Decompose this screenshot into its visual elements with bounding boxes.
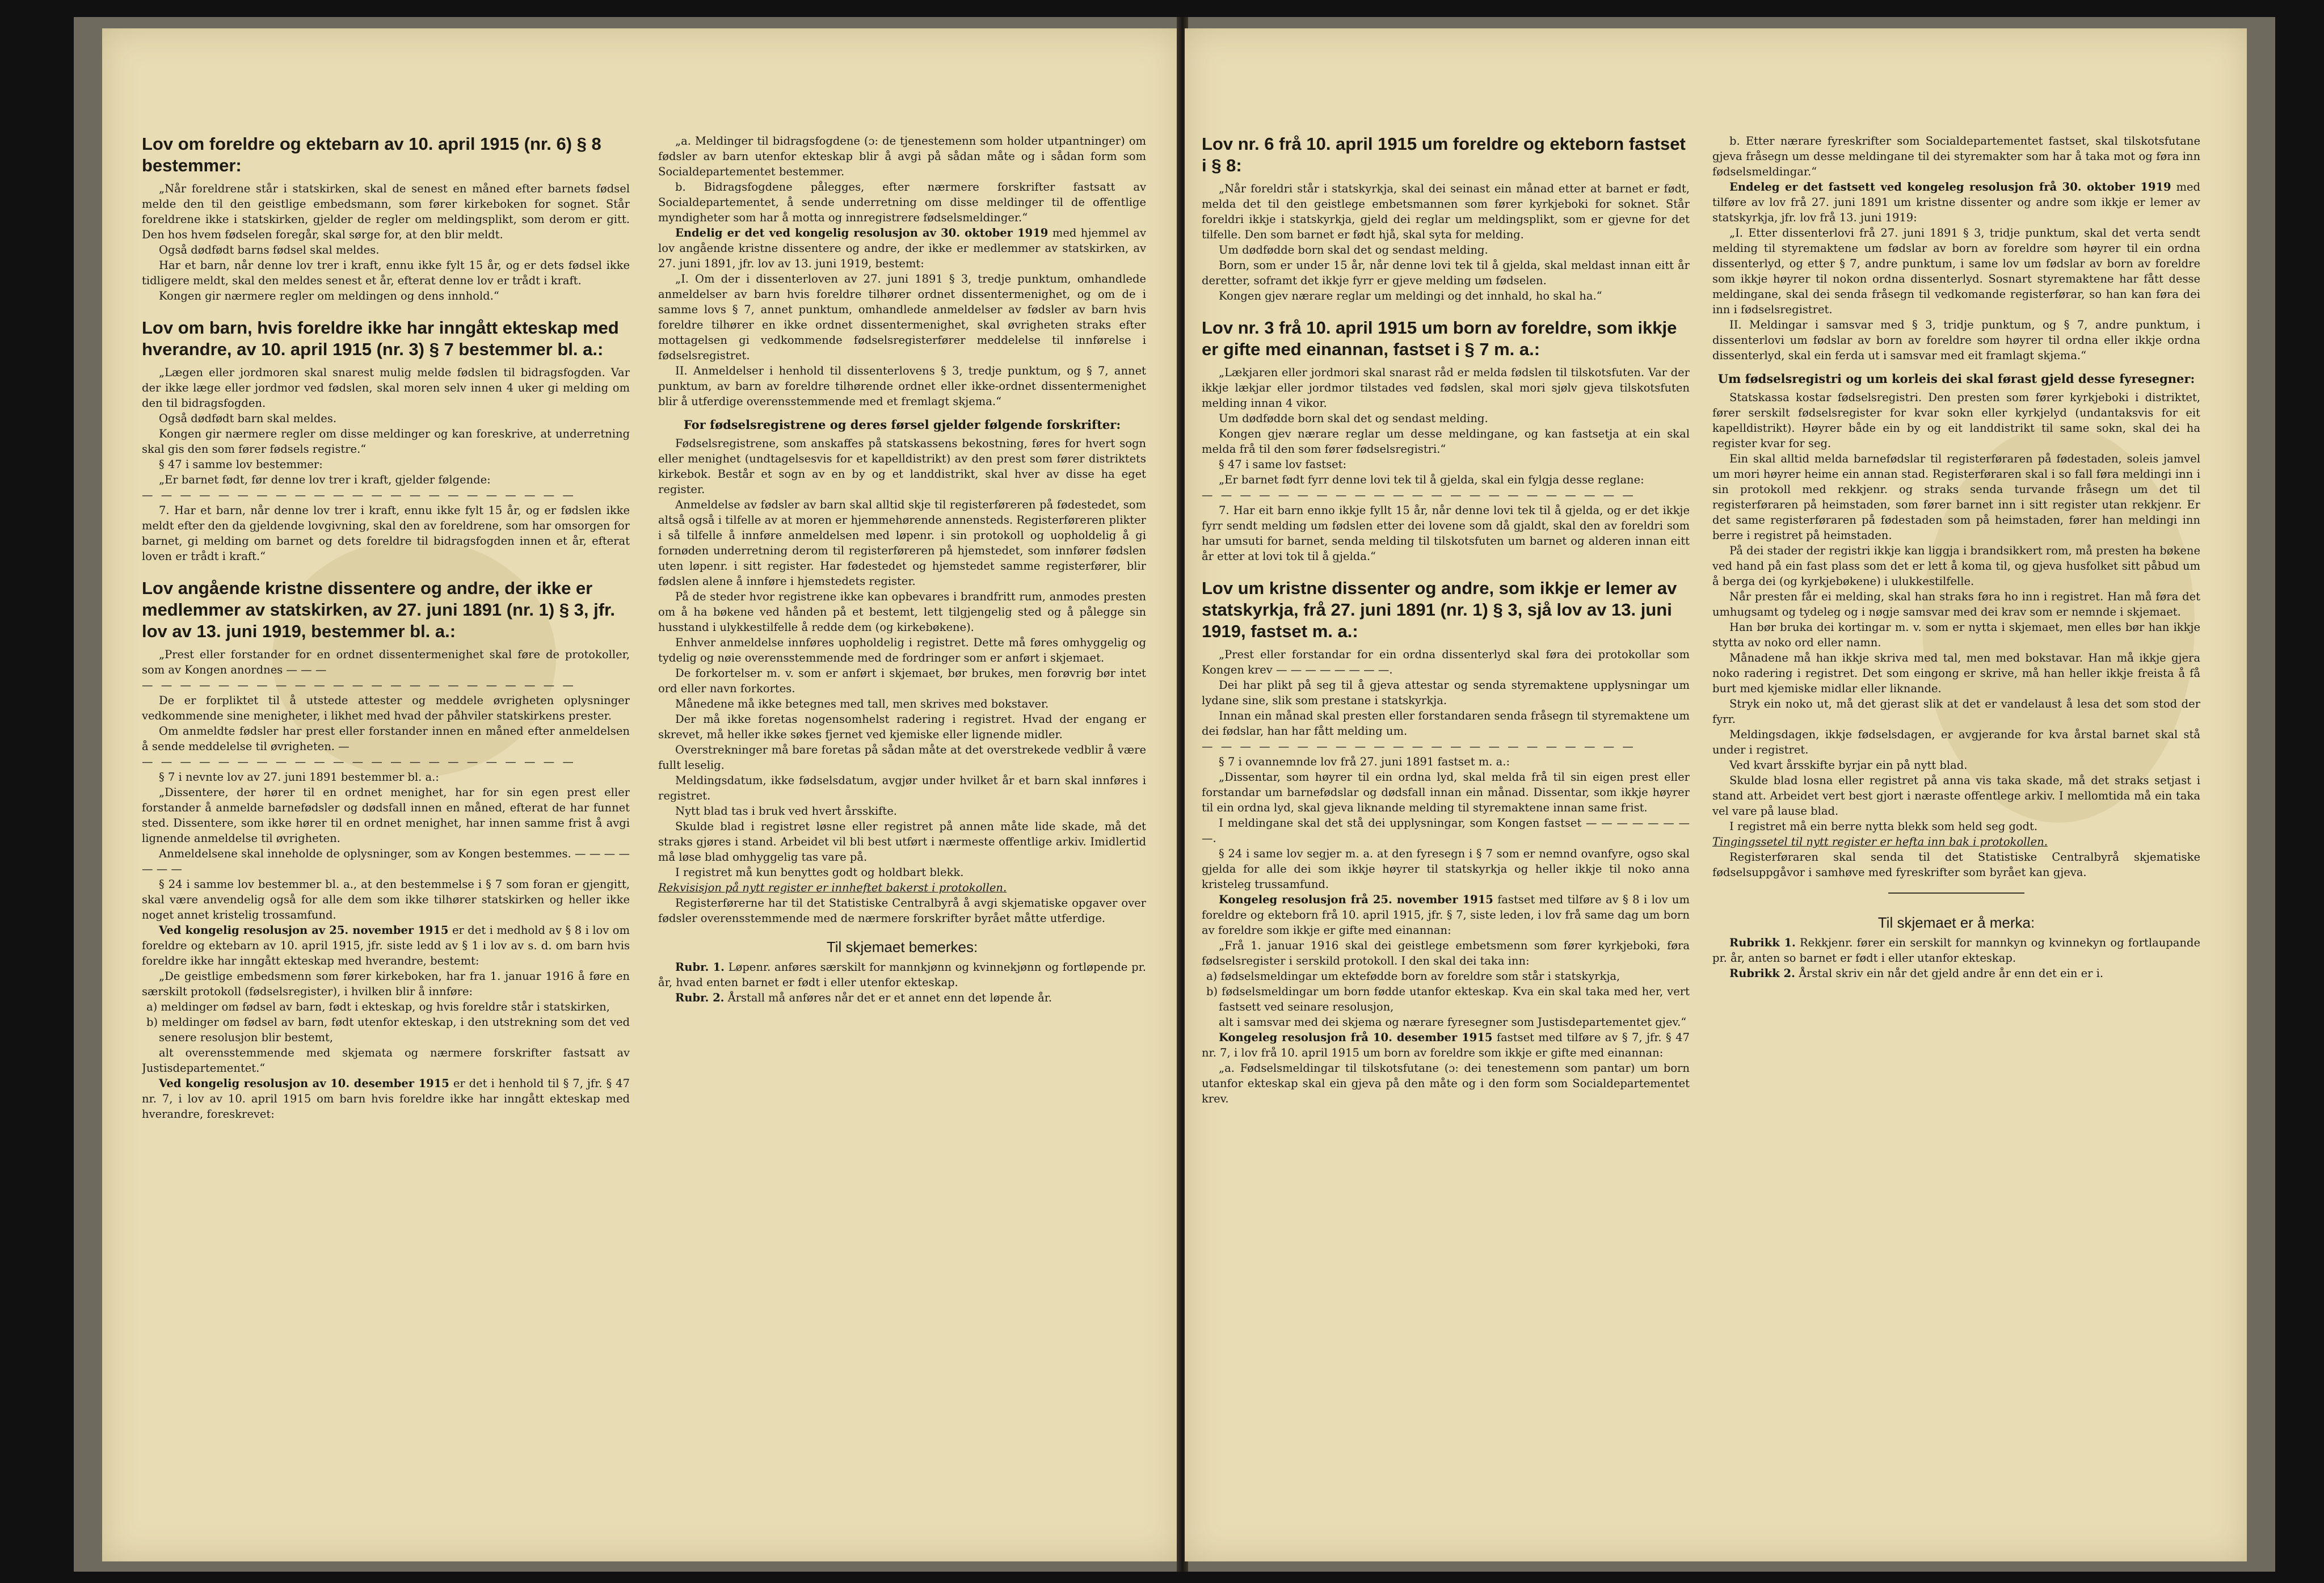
left-page-column-2: [658, 133, 1146, 1522]
paragraph: I registret må ein berre nytta blekk som held seg godt.: [1729, 820, 2038, 833]
paragraph: Skulde blad i registret løsne eller registret på annen måte lide skade, må det straks gjøres i stand. Arbeidet vil bli best utført i nærmeste offentlige arkiv. Imidlertid må løse blad omhyggelig tas vare på.: [658, 820, 1146, 864]
ellipsis-dashes: — — — — — — — — — — — — — — — — — — — — — — —: [142, 755, 576, 768]
section-heading: Lov nr. 6 frå 10. april 1915 um foreldre og ekteborn fastset i § 8:: [1202, 134, 1686, 175]
paragraph: Um dødfødde born skal det og sendast melding.: [1219, 243, 1488, 256]
paragraph-text: med hjemmel av lov angående kristne dissentere og andre, der ikke er medlemmer av statskirken, av 27. juni 1891, jfr. lov av 13. juni 1919, bestemt:: [658, 226, 1146, 270]
paragraph-bold-lead: Rubr. 2.: [675, 991, 725, 1004]
paragraph: Månadene må han ikkje skriva med tal, men med bokstavar. Han må ikkje gjera noko radering i registret. Det som eingong er skrive, må han heller ikkje freista å få burt med kjemiske midlar eller liknande.: [1712, 651, 2200, 695]
paragraph: „Når foreldri står i statskyrkja, skal dei seinast ein månad etter at barnet er født, melda det til den geistlege embetsmannen som fører kyrkjeboki for soknet. Står foreldri ikkje i statskyrkja, gjeld dei reglar um meldingsplikt, som er gjevne for det tilfelle. Den som barnet er født hjå, skal syta for melding.: [1202, 182, 1690, 241]
paragraph: b. Etter nærare fyreskrifter som Socialdepartementet fastset, skal tilskotsfutane gjeva fråsegn um desse meldingane til dei styremakter som har å taka mot og føra inn fødselsmeldingar.“: [1712, 134, 2200, 178]
paragraph: Ein skal alltid melda barnefødslar til registerføraren på fødestaden, soleis jamvel um mori høyrer heime ein annan stad. Registerføraren skal i so fall føra meldingi inn i sin protokoll med rekkjenr. og straks senda turvande fråsegn um det til registerføraren på heimstaden, som fører barnet inn i sitt register utan rekkjenr. Er det same registerføraren på fødestaden som på heimstaden, fører han meldingi inn berre i registret på heimstaden.: [1712, 452, 2200, 542]
section-heading: Lov um kristne dissenter og andre, som ikkje er lemer av statskyrkja, frå 27. juni 1891 (nr. 1) § 3, sjå lov av 13. juni 1919, fastset m. a.:: [1202, 578, 1677, 641]
divider: [1888, 892, 2024, 894]
paragraph: 7. Har eit barn enno ikkje fyllt 15 år, når denne lovi tek til å gjelda, og er det ikkje fyrr sendt melding um fødslen etter dei lovene som då gjaldt, skal den av foreldri som har umsuti for barnet, senda melding til tilskotsfuten um barnet og alderen innan eitt år etter at lovi tok til å gjelda.“: [1202, 504, 1690, 563]
paragraph: På de steder hvor registrene ikke kan opbevares i brandfritt rum, anmodes presten om å ha bøkene ved hånden på et bestemt, lett tilgjengelig sted og å pålegge sin husstand i ulykkestilfelle å redde dem (og kirkebøkene).: [658, 590, 1146, 634]
paragraph: 7. Har et barn, når denne lov trer i kraft, ennu ikke fylt 15 år, og er fødslen ikke meldt efter den da gjeldende lovgivning, skal den av foreldrene, som har omsorgen for barnet, gi melding om barnet og dets foreldre til bidragsfogden innen et år, efterat loven er trådt i kraft.“: [142, 504, 630, 563]
paragraph: Kongen gir nærmere regler om meldingen og dens innhold.“: [159, 289, 499, 302]
paragraph: § 24 i samme lov bestemmer bl. a., at den bestemmelse i § 7 som foran er gjengitt, skal være anvendelig også for alle dem som ikke tilhører statskirken og heller ikke noget annet kristelig trossamfund.: [142, 878, 630, 921]
book-spread: [74, 17, 2275, 1572]
paragraph: § 7 i ovannemnde lov frå 27. juni 1891 fastset m. a.:: [1219, 755, 1510, 768]
paragraph-bold-lead: Kongeleg resolusjon frå 25. november 1915: [1219, 893, 1493, 906]
paragraph: Når presten får ei melding, skal han straks føra ho inn i registret. Han må føra det umhugsamt og tydeleg og i nøgje samsvar med dei krav som er nemnde i skjemaet.: [1712, 590, 2200, 618]
paragraph: [1202, 892, 1690, 938]
paragraph: „Lækjaren eller jordmori skal snarast råd er melda fødslen til tilskotsfuten. Var der ikkje lækjar eller jordmor tilstades ved fødslen, skal mori sjølv gjeva tilskotsfuten melding innan 4 vikor.: [1202, 366, 1690, 410]
list-item: a) meldinger om fødsel av barn, født i ekteskap, og hvis foreldre står i statskirken,: [146, 1000, 610, 1013]
paragraph: „Når foreldrene står i statskirken, skal de senest en måned efter barnets fødsel melde den til den geistlige embedsmann, som fører kirkeboken for sognet. Står foreldrene ikke i statskirken, gjelder de regler om meldingsplikt, som derom er gitt. Den hos hvem fødselen foregår, skal sørge for, at den blir meldt.: [142, 182, 630, 241]
paragraph-bold-lead: Endelig er det ved kongelig resolusjon av 30. oktober 1919: [675, 226, 1049, 239]
list-item: b) fødselsmeldingar um born fødde utanfor ekteskap. Kva ein skal taka med her, vert fastsett ved seinare resolusjon,: [1206, 985, 1690, 1013]
underlined-note: Rekvisisjon på nytt register er innheftet bakerst i protokollen.: [658, 881, 1007, 894]
paragraph: „I. Etter dissenterlovi frå 27. juni 1891 § 3, tridje punktum, skal det verta sendt melding til styremaktene um fødslar av born av foreldre som høyrer til ein ordna dissenterlyd, og etter § 7, andre punktum, i same lov um fødslar av born av foreldre som ikkje høyrer til nokon ordna dissenterlyd. Sosnart styremaktene har fått desse meldingane, skal dei senda fråsegn til vedkomande registerførar, so han kan føra dei inn i fødselsregistret.: [1712, 226, 2200, 316]
paragraph: [658, 990, 1146, 1005]
paragraph-bold-lead: Rubrikk 2.: [1729, 967, 1795, 980]
paragraph-text: med tilføre av lov frå 27. juni 1891 um kristne dissenter og andre som ikkje er lemer av statskyrkja, jfr. lov frå 13. juni 1919:: [1712, 180, 2200, 224]
list-item: b) meldinger om fødsel av barn, født utenfor ekteskap, i den utstrekning som det ved senere resolusjon blir bestemt,: [146, 1016, 630, 1044]
paragraph: „De geistlige embedsmenn som fører kirkeboken, har fra 1. januar 1916 å føre en særskilt protokoll (fødselsregister), i hvilken blir å innføre:: [142, 970, 630, 998]
paragraph: Registerføraren skal senda til det Statistiske Centralbyrå skjematiske fødselsuppgåvor i samhøve med fyreskrifter som byrået kan gjeva.: [1712, 851, 2200, 879]
paragraph: Registerførerne har til det Statistiske Centralbyrå å avgi skjematiske opgaver over fødsler overensstemmende med de nærmere forskrifter byrået måtte utferdige.: [658, 896, 1146, 925]
paragraph-bold-lead: Ved kongelig resolusjon av 25. november 1915: [159, 924, 449, 937]
paragraph: Stryk ein noko ut, må det gjerast slik at det er vandelaust å lesa det som stod der fyrr.: [1712, 697, 2200, 726]
paragraph: Enhver anmeldelse innføres uopholdelig i registret. Dette må føres omhyggelig og tydelig og nøie overensstemmende med de fordringer som er anført i skjemaet.: [658, 636, 1146, 664]
paragraph: „a. Meldinger til bidragsfogdene (ɔ: de tjenestemenn som holder utpantninger) om fødsler av barn utenfor ekteskap blir å avgi på sådan måte og i sådan form som Socialdepartementet bestemmer.: [658, 134, 1146, 178]
paragraph-bold-lead: Endeleg er det fastsett ved kongeleg resolusjon frå 30. oktober 1919: [1729, 180, 2171, 193]
section-heading: Lov om barn, hvis foreldre ikke har inngått ekteskap med hverandre, av 10. april 1915 (nr. 3) § 7 bestemmer bl. a.:: [142, 318, 619, 359]
paragraph: Ved kvart årsskifte byrjar ein på nytt blad.: [1729, 759, 1968, 772]
subsection-heading: For fødselsregistrene og deres førsel gjelder følgende forskrifter:: [683, 418, 1121, 432]
paragraph: Kongen gjev nærare reglar um meldingi og det innhald, ho skal ha.“: [1219, 289, 1602, 302]
paragraph: Statskassa kostar fødselsregistri. Den presten som fører kyrkjeboki i distriktet, fører serskilt fødselsregister for kvar sokn eller kyrkjelyd (undantaksvis for eit kapelldistrikt). Høyrer både ein by og eit landdistrikt til same sokn, skal dei ha register kvar for seg.: [1712, 391, 2200, 450]
paragraph: § 47 i same lov fastset:: [1219, 458, 1347, 471]
paragraph: b. Bidragsfogdene pålegges, efter nærmere forskrifter fastsatt av Socialdepartementet, å sende underretning om disse meldinger til de offentlige myndigheter som har å motta og innregistrere fødselsmeldinger.“: [658, 180, 1146, 224]
ellipsis-dashes: — — — — — — — — — — — — — — — — — — — — — — —: [142, 489, 576, 502]
paragraph: „Frå 1. januar 1916 skal dei geistlege embetsmenn som fører kyrkjeboki, føra fødselsregister i serskild protokoll. I den skal dei taka inn:: [1202, 939, 1690, 967]
section-heading: Lov nr. 3 frå 10. april 1915 um born av foreldre, som ikkje er gifte med einannan, fastset i § 7 m. a.:: [1202, 318, 1677, 359]
left-page: [102, 28, 1182, 1561]
paragraph: „Lægen eller jordmoren skal snarest mulig melde fødslen til bidragsfogden. Var der ikke læge eller jordmor ved fødslen, skal moren selv innen 4 uker gi melding om den til bidragsfogden.: [142, 366, 630, 410]
section-heading: Lov om foreldre og ektebarn av 10. april 1915 (nr. 6) § 8 bestemmer:: [142, 134, 601, 175]
ellipsis-dashes: — — — — — — — — — — — — — — — — — — — — — — —: [1202, 489, 1636, 502]
paragraph: Også dødfødt barns fødsel skal meldes.: [159, 243, 380, 256]
paragraph: Overstrekninger må bare foretas på sådan måte at det overstrekede vedblir å være fullt leselig.: [658, 743, 1146, 772]
paragraph-text: Rekkjenr. fører ein serskilt for mannkyn og kvinnekyn og fortlaupande pr. år, anten so barnet er født i eller utanfor ekteskap.: [1712, 936, 2200, 965]
paragraph: Anmeldelse av fødsler av barn skal alltid skje til registerføreren på fødestedet, som altså også i tilfelle av at moren er hjemmehørende annensteds. Registerføreren plikter i så tilfelle å innføre anmeldelsen med løpenr. i sin protokoll og uopholdelig å gi fornøden underretning derom til registerføreren på hjemstedet, som innfører fødslen uten løpenr. i sitt register. Har fødestedet og hjemstedet samme registerfører, blir fødslen alene å innføre i hjemstedets register.: [658, 498, 1146, 588]
paragraph: alt overensstemmende med skjemata og nærmere forskrifter fastsatt av Justisdepartementet.“: [142, 1046, 630, 1075]
subsection-heading: Um fødselsregistri og um korleis dei skal førast gjeld desse fyresegner:: [1717, 372, 2195, 386]
paragraph: De er forpliktet til å utstede attester og meddele øvrigheten oplysninger vedkommende sine menigheter, i likhet med hvad der påhviler statskirkens prester.: [142, 694, 630, 722]
paragraph: § 7 i nevnte lov av 27. juni 1891 bestemmer bl. a.:: [159, 771, 439, 784]
paragraph: Anmeldelsene skal inneholde de oplysninger, som av Kongen bestemmes. — — — — — — —: [142, 847, 630, 875]
paragraph: [1712, 179, 2200, 225]
paragraph: Um dødfødde born skal det og sendast melding.: [1219, 412, 1488, 425]
paragraph-bold-lead: Ved kongelig resolusjon av 10. desember 1915: [159, 1077, 449, 1090]
paragraph: [658, 225, 1146, 271]
right-page-column-1: [1202, 133, 1690, 1522]
paragraph: „Prest eller forstandar for ein ordna dissenterlyd skal føra dei protokollar som Kongen krev — — — — — — — —.: [1202, 648, 1690, 676]
paragraph-text: Årstal skriv ein når det gjeld andre år enn det ein er i.: [1795, 967, 2104, 980]
paragraph-text: Løpenr. anføres særskilt for mannkjønn og kvinnekjønn og fortløpende pr. år, hvad enten barnet er født i eller utenfor ekteskap.: [658, 961, 1146, 989]
paragraph: § 47 i samme lov bestemmer:: [159, 458, 323, 471]
section-heading: Lov angående kristne dissentere og andre, der ikke er medlemmer av statskirken, av 27. juni 1891 (nr. 1) § 3, jfr. lov av 13. juni 1919, bestemmer bl. a.:: [142, 578, 615, 641]
paragraph: II. Meldingar i samsvar med § 3, tridje punktum, og § 7, andre punktum, i dissenterlovi um fødslar av born av foreldre som høyrer til ordna eller ikkje ordna dissenterlyd, skal ein ferda ut i samsvar med eit framlagt skjema.“: [1712, 318, 2200, 362]
ellipsis-dashes: — — — — — — — — — — — — — — — — — — — — — — —: [1202, 740, 1636, 753]
paragraph: „Dissentar, som høyrer til ein ordna lyd, skal melda frå til sin eigen prest eller forstandar um barnefødslar og dødsfall innan ein månad. Dissentar, som ikkje høyrer til ein ordna lyd, skal gjeva liknande melding til styremaktene innan same frist.: [1202, 771, 1690, 814]
paragraph: [658, 959, 1146, 990]
left-page-column-1: [142, 133, 630, 1522]
paragraph-bold-lead: Rubr. 1.: [675, 961, 725, 974]
paragraph: [142, 1076, 630, 1122]
paragraph: [1712, 935, 2200, 966]
paragraph: Dei har plikt på seg til å gjeva attestar og senda styremaktene upplysningar um lydane sine, slik som prestane i statskyrkja.: [1202, 679, 1690, 707]
paragraph: Skulde blad losna eller registret på anna vis taka skade, må det straks setjast i stand att. Arbeidet vert best gjort i næraste offentlege arkiv. I mellomtida må ein taka vel vare på lause blad.: [1712, 774, 2200, 818]
paragraph: „Er barnet født, før denne lov trer i kraft, gjelder følgende:: [159, 473, 491, 486]
paragraph: Innan ein månad skal presten eller forstandaren senda fråsegn til styremaktene um dei fødslar, han har fått melding um.: [1202, 709, 1690, 738]
paragraph-text: fastset med tilføre av § 7, jfr. § 47 nr. 7, i lov frå 10. april 1915 um born av foreldre som ikkje er gifte med einannan:: [1202, 1031, 1690, 1059]
paragraph: „Dissentere, der hører til en ordnet menighet, har for sin egen prest eller forstander å anmelde barnefødsler og dødsfall innen en måned, efterat de har funnet sted. Dissentere, som ikke hører til en ordnet menighet, har innen samme frist å avgi lignende anmeldelse til øvrigheten.: [142, 786, 630, 845]
remarks-heading: Til skjemaet bemerkes:: [826, 938, 978, 955]
paragraph: Fødselsregistrene, som anskaffes på statskassens bekostning, føres for hvert sogn eller menighet (undtagelsesvis for et kapelldistrikt) av den prest som fører distriktets kirkebok. Består et sogn av en by og et landdistrikt, skal hver av disse ha eget register.: [658, 437, 1146, 496]
paragraph-text: er det i medhold av § 8 i lov om foreldre og ektebarn av 10. april 1915, jfr. siste ledd av § 1 i lov av s. d. om barn hvis foreldre ikke har inngått ekteskap med hverandre, bestemt:: [142, 924, 630, 967]
paragraph: Meldingsdagen, ikkje fødselsdagen, er avgjerande for kva årstal barnet skal stå under i registret.: [1712, 728, 2200, 756]
paragraph: I registret må kun benyttes godt og holdbart blekk.: [675, 866, 964, 879]
paragraph: Også dødfødt barn skal meldes.: [159, 412, 337, 425]
paragraph: alt i samsvar med dei skjema og nærare fyresegner som Justisdepartementet gjev.“: [1219, 1016, 1687, 1029]
list-item: a) fødselsmeldingar um ektefødde born av foreldre som står i statskyrkja,: [1206, 970, 1620, 983]
paragraph: De forkortelser m. v. som er anført i skjemaet, bør brukes, men forøvrig bør intet ord eller navn forkortes.: [658, 667, 1146, 695]
paragraph: „a. Fødselsmeldingar til tilskotsfutane (ɔ: dei tenestemenn som pantar) um born utanfor ekteskap skal ein gjeva på den måte og i den form som Socialdepartementet krev.: [1202, 1062, 1690, 1105]
paragraph: Om anmeldte fødsler har prest eller forstander innen en måned efter anmeldelsen å sende meddelelse til øvrigheten. —: [142, 725, 630, 753]
paragraph: II. Anmeldelser i henhold til dissenterlovens § 3, tredje punktum, og § 7, annet punktum, av barn av foreldre tilhørende ordnet eller ikke-ordnet dissentermenighet blir å utferdige overensstemmende med et fremlagt skjema.“: [658, 364, 1146, 408]
paragraph: § 24 i same lov segjer m. a. at den fyresegn i § 7 som er nemnd ovanfyre, ogso skal gjelda for alle dei som ikkje høyrer til statskyrkja og heller ikkje til noko anna kristeleg trussamfund.: [1202, 847, 1690, 891]
right-page: [1185, 28, 2247, 1561]
paragraph-text: er det i henhold til § 7, jfr. § 47 nr. 7, i lov av 10. april 1915 om barn hvis foreldre ikke har inngått ekteskap med hverandre, foreskrevet:: [142, 1077, 630, 1121]
paragraph: „Prest eller forstander for en ordnet dissentermenighet skal føre de protokoller, som av Kongen anordnes — — —: [142, 648, 630, 676]
paragraph: Meldingsdatum, ikke fødselsdatum, avgjør under hvilket år et barn skal innføres i registret.: [658, 774, 1146, 802]
paragraph-bold-lead: Rubrikk 1.: [1729, 936, 1796, 949]
paragraph: Born, som er under 15 år, når denne lovi tek til å gjelda, skal meldast innan eitt år deretter, soframt det ikkje fyrr er gjeve melding um fødselen.: [1202, 259, 1690, 287]
paragraph: I meldingane skal det stå dei upplysningar, som Kongen fastset — — — — — — — —.: [1202, 816, 1690, 845]
paragraph: [1202, 1030, 1690, 1060]
paragraph-text: fastset med tilføre av § 8 i lov um foreldre og ekteborn frå 10. april 1915, jfr. § 7, siste leden, i lov frå same dag um born av foreldre som ikkje er gifte med einannan:: [1202, 893, 1690, 937]
paragraph: Har et barn, når denne lov trer i kraft, ennu ikke fylt 15 år, og er dets fødsel ikke tidligere meldt, skal den meldes senest et år, efterat denne lov er trådt i kraft.: [142, 259, 630, 287]
paragraph: [1712, 966, 2200, 981]
paragraph: Han bør bruka dei kortingar m. v. som er nytta i skjemaet, men elles bør han ikkje stytta av noko ord eller namn.: [1712, 621, 2200, 649]
right-page-column-2: [1712, 133, 2200, 1522]
remarks-heading: Til skjemaet er å merka:: [1877, 914, 2035, 931]
paragraph: „Er barnet født fyrr denne lovi tek til å gjelda, skal ein fylgja desse reglane:: [1219, 473, 1644, 486]
ellipsis-dashes: — — — — — — — — — — — — — — — — — — — — — — —: [142, 679, 576, 692]
paragraph: [142, 923, 630, 969]
paragraph-bold-lead: Kongeleg resolusjon frå 10. desember 1915: [1219, 1031, 1493, 1044]
paragraph: „I. Om der i dissenterloven av 27. juni 1891 § 3, tredje punktum, omhandlede anmeldelser av barn hvis foreldre tilhører ordnet dissentermenighet, og om de i samme lovs § 7, annet punktum, omhandlede anmeldelser av fødsler av barn hvis foreldre tilhører en ikke ordnet dissentermenighet, skal øvrigheten straks efter mottagelsen gi vedkommende fødselsregisterfører meddelelse til innførelse i fødselsregistret.: [658, 272, 1146, 362]
paragraph: Kongen gir nærmere regler om disse meldinger og kan foreskrive, at underretning skal gis den som fører fødsels registre.“: [142, 427, 630, 456]
paragraph: Der må ikke foretas nogensomhelst radering i registret. Hvad der engang er skrevet, må heller ikke søkes fjernet ved kjemiske eller lignende midler.: [658, 713, 1146, 741]
paragraph: Nytt blad tas i bruk ved hvert årsskifte.: [675, 805, 897, 818]
paragraph: På dei stader der registri ikkje kan liggja i brandsikkert rom, må presten ha bøkene ved hand på ein fast plass som det er lett å koma til, og gjeva husfolket sitt påbud um å berga dei (og kyrkjebøkene) i ulukkestilfelle.: [1712, 544, 2200, 588]
paragraph: Kongen gjev nærare reglar um desse meldingane, og kan fastsetja at ein skal melda frå til den som fører fødselsregistri.“: [1202, 427, 1690, 456]
paragraph-text: Årstall må anføres når det er et annet enn det løpende år.: [724, 991, 1052, 1004]
paragraph: Månedene må ikke betegnes med tall, men skrives med bokstaver.: [675, 697, 1049, 710]
underlined-note: Tingingssetel til nytt register er hefta inn bak i protokollen.: [1712, 835, 2048, 848]
